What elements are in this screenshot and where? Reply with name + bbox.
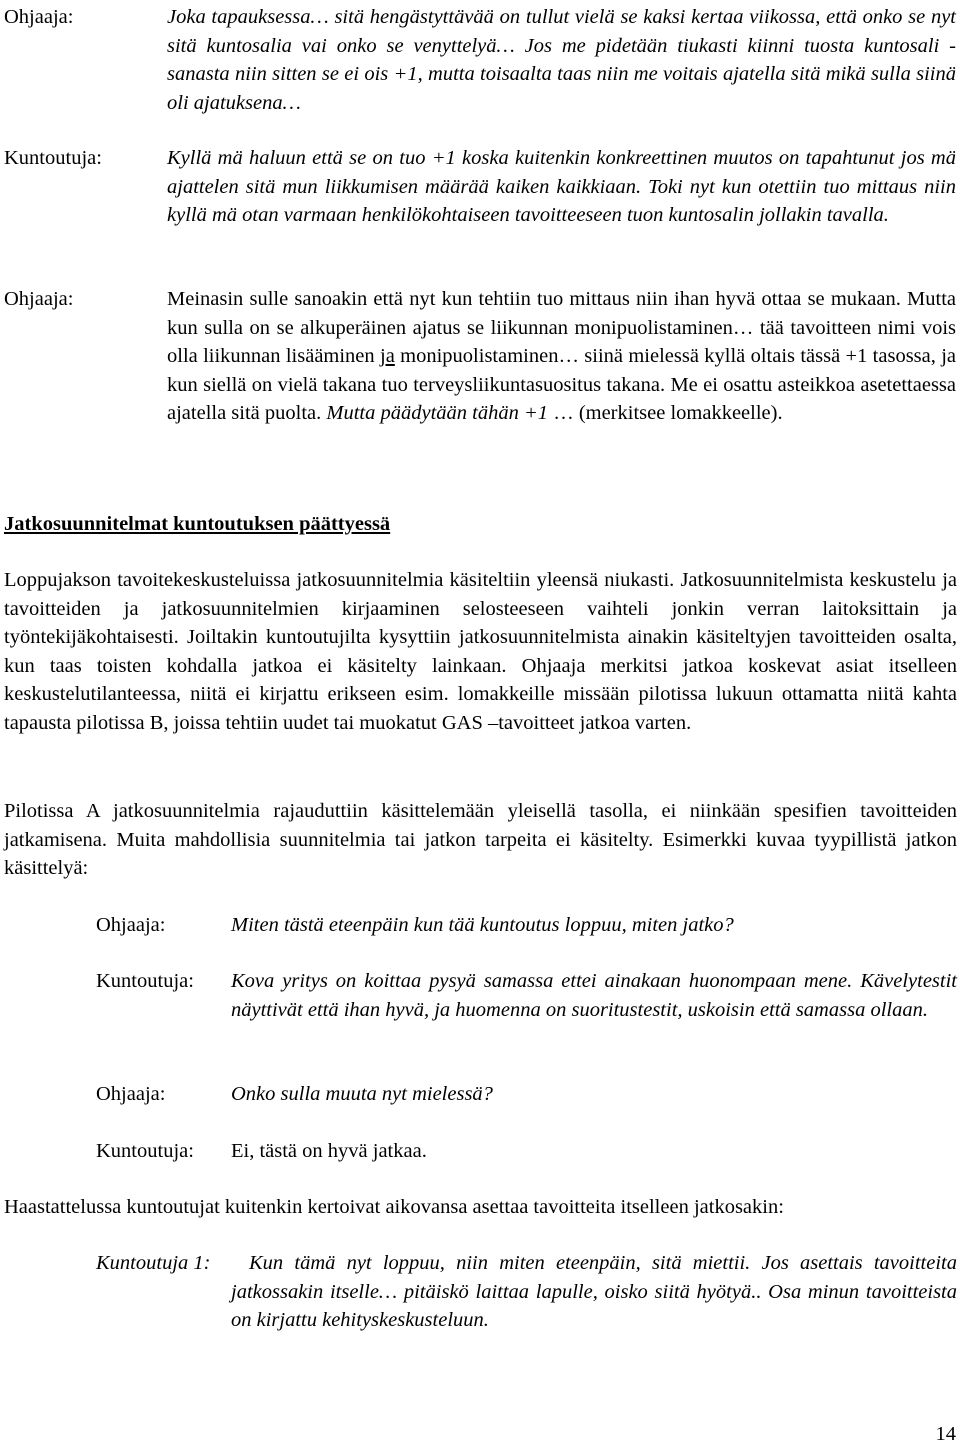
dialogue-text: Onko sulla muuta nyt mielessä? xyxy=(231,1083,493,1105)
speaker-label: Ohjaaja: xyxy=(96,1083,166,1105)
speaker-label: Kuntoutuja: xyxy=(4,147,102,169)
speaker-label: Ohjaaja: xyxy=(4,6,74,28)
dialogue-text: Miten tästä eteenpäin kun tää kuntoutus loppuu, miten jatko? xyxy=(231,914,734,936)
section-heading: Jatkosuunnitelmat kuntoutuksen päättyessä xyxy=(4,513,391,535)
dialogue-text: Joka tapauksessa… sitä hengästyttävää on tullut vielä se kaksi kertaa viikossa, että onko se nyt sitä kuntosalia vai onko se venyttelyä… Jos me pidetään tiukasti kiinni tuosta kuntosali -sanasta niin sitten se ei ois +1, mutta toisaalta taas niin me voitais ajatella sitä mikä sulla siinä oli ajatuksena… xyxy=(167,6,956,114)
dialogue-text: Kova yritys on koittaa pysyä samassa ettei ainakaan huonompaan mene. Kävelytestit näyttivät että ihan hyvä, ja huomenna on suoritustestit, uskoisin että samassa ollaan. xyxy=(231,970,957,1021)
page-number: 14 xyxy=(935,1423,956,1445)
speaker-label: Kuntoutuja: xyxy=(96,970,194,992)
speaker-label: Ohjaaja: xyxy=(4,288,74,310)
quote-text: Kun tämä nyt loppuu, niin miten eteenpäin, sitä miettii. Jos asettais tavoitteita jatkossakin itselle… pitäiskö laittaa lapulle, oisko siitä hyötyä.. Osa minun tavoitteista on kirjattu kehityskeskusteluun. xyxy=(231,1252,957,1332)
body-paragraph: Loppujakson tavoitekeskusteluissa jatkosuunnitelmia käsiteltiin yleensä niukasti. Jatkosuunnitelmista keskustelu ja tavoitteiden ja jatkosuunnitelmien kirjaaminen selosteeseen vaihteli jonkin verran laitoksittain ja työntekijäkohtaisesti. Joiltakin kuntoutujilta kysyttiin jatkosuunnitelmista ainakin käsiteltyjen tavoitteiden osalta, kun taas toisten kohdalla jatkoa ei käsitelty lainkaan. Ohjaaja merkitsi jatkoa koskevat asiat itselleen keskustelutilanteessa, niitä ei kirjattu erikseen esim. lomakkeille missään pilotissa lukuun ottamatta niitä kahta tapausta pilotissa B, joissa tehtiin uudet tai muokatut GAS –tavoitteet jatkoa varten. xyxy=(4,569,957,734)
dialogue-text: Ei, tästä on hyvä jatkaa. xyxy=(231,1140,427,1162)
body-paragraph: Haastattelussa kuntoutujat kuitenkin kertoivat aikovansa asettaa tavoitteita itselleen jatkosakin: xyxy=(4,1196,784,1218)
speaker-label: Kuntoutuja 1: xyxy=(96,1252,211,1274)
body-paragraph: Pilotissa A jatkosuunnitelmia rajauduttiin käsittelemään yleisellä tasolla, ei niinkään spesifien tavoitteiden jatkamisena. Muita mahdollisia suunnitelmia tai jatkon tarpeita ei käsitelty. Esimerkki kuvaa tyypillistä jatkon käsittelyä: xyxy=(4,800,957,880)
speaker-label: Kuntoutuja: xyxy=(96,1140,194,1162)
speaker-label: Ohjaaja: xyxy=(96,914,166,936)
dialogue-text: Kyllä mä haluun että se on tuo +1 koska kuitenkin konkreettinen muutos on tapahtunut jos mä ajattelen sitä mun liikkumisen määrää kaiken kaikkiaan. Toki nyt kun otettiin tuo mittaus niin kyllä mä otan varmaan henkilökohtaiseen tavoitteeseen tuon kuntosalin jollakin tavalla. xyxy=(167,147,956,227)
dialogue-text: Meinasin sulle sanoakin että nyt kun tehtiin tuo mittaus niin ihan hyvä ottaa se mukaan. Mutta kun sulla on se alkuperäinen ajatus se liikunnan monipuolistaminen… tää tavoitteen nimi vois olla liikunnan lisääminen ja monipuolistaminen… siinä mielessä kyllä oltais tässä +1 tasossa, ja kun siellä on vielä takana tuo terveysliikuntasuositus takana. Me ei osattu asteikkoa asetettaessa ajatella sitä puolta. Mutta päädytään tähän +1 … (merkitsee lomakkeelle). xyxy=(167,288,957,425)
